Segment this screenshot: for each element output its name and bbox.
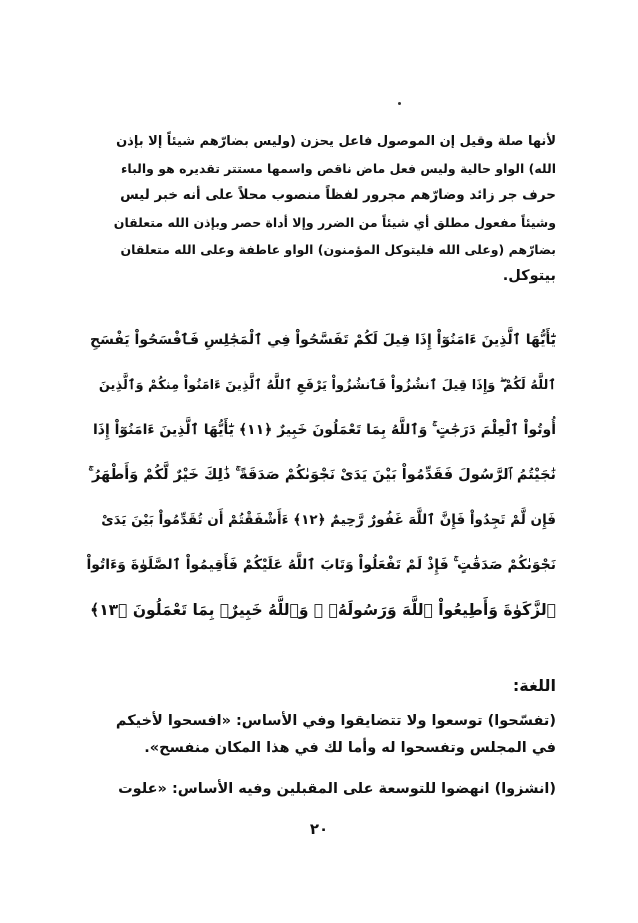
ink-speck: [398, 102, 401, 105]
verse-line: يَٰٓأَيُّهَا ٱلَّذِينَ ءَامَنُوٓاْ إِذَا قِيلَ لَكُمْ تَفَسَّحُواْ فِي ٱلْمَجَٰلِسِ فَٱفْسَحُواْ يَفْسَحِ: [90, 332, 556, 348]
lexicon-line: (تفسّحوا) توسعوا ولا تتضايقوا وفي الأساس: «افسحوا لأخيكم: [115, 713, 556, 729]
section-heading-language: اللغة:: [512, 676, 556, 695]
verse-line: ٱللَّهُ لَكُمْ ۖ وَإِذَا قِيلَ ٱنشُزُواْ فَٱنشُزُواْ يَرْفَعِ ٱللَّهُ ٱلَّذِينَ ءَامَنُواْ مِنكُمْ وَٱلَّذِينَ: [98, 378, 556, 393]
lexicon-section: [106, 708, 556, 803]
page-number: ٢٠: [309, 820, 329, 838]
commentary-line: بضارّهم (وعلى الله فليتوكل المؤمنون) الواو عاطفة وعلى الله متعلقان: [120, 242, 556, 257]
lexicon-line: (انشزوا) انهضوا للتوسعة على المقبلين وفيه الأساس: «علوت: [118, 781, 556, 797]
verse-line: نَٰجَيْتُمُ ٱلرَّسُولَ فَقَدِّمُواْ بَيْنَ يَدَىْ نَجْوَىٰكُمْ صَدَقَةً ۚ ذَٰلِكَ خَيْرٌ لَّكُمْ وَأَطْهَرُ ۚ: [88, 467, 556, 483]
lexicon-line: في المجلس وتفسحوا له وأما لك في هذا المكان منفسح».: [144, 740, 556, 756]
quran-verses: [86, 318, 556, 633]
commentary-line: بيتوكل.: [502, 268, 556, 284]
commentary-paragraph: [106, 128, 556, 290]
commentary-line: لأنها صلة وقيل إن الموصول فاعل يحزن (وليس بضارّهم شيئاً إلا بإذن: [116, 134, 556, 149]
commentary-line: حرف جر زائد وضارّهم مجرور لفظاً منصوب محلاً على أنه خبر ليس: [120, 187, 556, 203]
verse-line: فَإِن لَّمْ تَجِدُواْ فَإِنَّ ٱللَّهَ غَفُورٌ رَّحِيمٌ ﴿١٢﴾ ءَأَشْفَقْتُمْ أَن تُقَدِّمُواْ بَيْنَ يَدَىْ: [101, 512, 556, 528]
verse-line: ٱلزَّكَوٰةَ وَأَطِيعُواْ ٱللَّهَ وَرَسُولَهُۥ ۚ وَٱللَّهُ خَبِيرٌۢ بِمَا تَعْمَلُونَ ﴿١٣﴾: [90, 601, 556, 619]
verse-line: نَجْوَىٰكُمْ صَدَقَٰتٍ ۚ فَإِذْ لَمْ تَفْعَلُواْ وَتَابَ ٱللَّهُ عَلَيْكُمْ فَأَقِيمُواْ ٱلصَّلَوٰةَ وَءَاتُواْ: [86, 557, 556, 573]
commentary-line: وشيئاً مفعول مطلق أي شيئاً من الضرر وإلا أداة حصر وبإذن الله متعلقان: [113, 215, 556, 230]
commentary-line: الله) الواو حالية وليس فعل ماض ناقص واسمها مستتر تقديره هو والباء: [120, 161, 556, 176]
verse-line: أُوتُواْ ٱلْعِلْمَ دَرَجَٰتٍ ۚ وَٱللَّهُ بِمَا تَعْمَلُونَ خَبِيرٌ ﴿١١﴾ يَٰٓأَيُّهَا ٱلَّذِينَ ءَامَنُوٓاْ إِذَا: [92, 422, 556, 438]
lexicon-spacer: [106, 762, 556, 776]
